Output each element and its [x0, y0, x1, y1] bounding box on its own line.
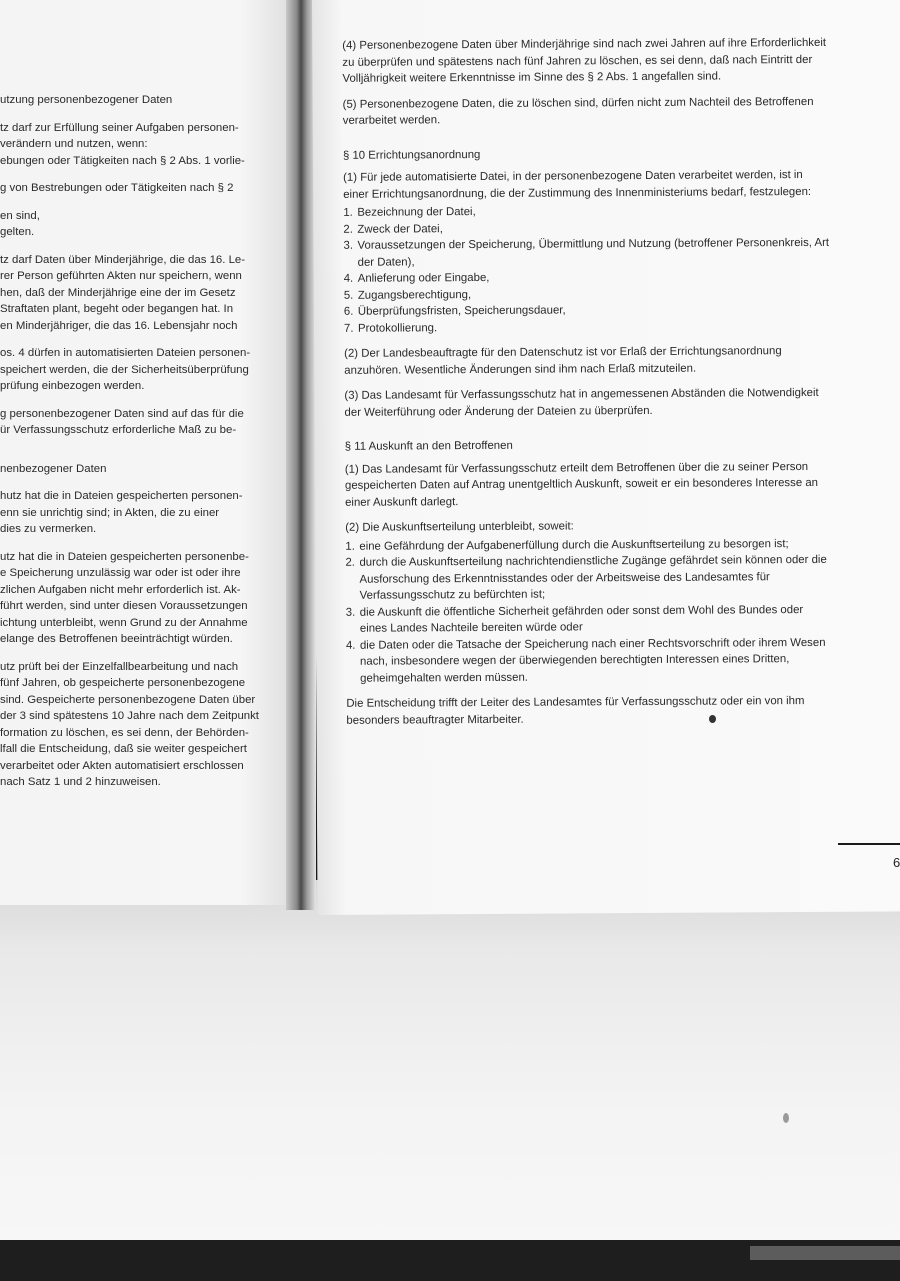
- left-page-line: lfall die Entscheidung, daß sie weiter gespeichert: [0, 743, 247, 755]
- left-page-line: nach Satz 1 und 2 hinzuweisen.: [0, 776, 161, 788]
- section-11-paragraph-1: (1) Das Landesamt für Verfassungsschutz erteilt dem Betroffenen über die zu seiner Person gespeicherten Daten auf Antrag unentgeltlich Auskunft, soweit er ein besonderes Interesse an einer Auskunft darlegt.: [344, 460, 819, 509]
- list-item-text: Überprüfungsfristen, Speicherungsdauer,: [357, 304, 566, 318]
- list-item-text: eine Gefährdung der Aufgabenerfüllung durch die Auskunftserteilung zu besorgen ist;: [359, 537, 789, 553]
- left-page-line: elange des Betroffenen beeinträchtigt würden.: [0, 633, 233, 645]
- section-11-list-item: [345, 552, 831, 604]
- list-item-number: 2.: [343, 223, 353, 236]
- left-page-line: dies zu vermerken.: [0, 523, 97, 535]
- line-gap: [0, 197, 300, 208]
- left-page-line: g personenbezogener Daten sind auf das für die: [0, 407, 244, 420]
- left-page-line: speichert werden, die der Sicherheitsüberprüfung: [0, 363, 249, 376]
- left-page-line: zlichen Aufgaben nicht mehr erforderlich ist. Ak-: [0, 583, 241, 596]
- list-item-text: Zugangsberechtigung,: [357, 288, 472, 302]
- section-11-list-item: [346, 601, 832, 637]
- right-page: [312, 0, 900, 915]
- left-page-line: en sind,: [0, 209, 40, 222]
- left-page-line: verändern und nutzen, wenn:: [0, 138, 148, 150]
- right-page-text: [342, 35, 832, 738]
- section-10-list-item: [344, 317, 830, 336]
- list-item-number: 3.: [345, 606, 356, 619]
- left-page-line: rer Person geführten Akten nur speichern, wenn: [0, 270, 242, 282]
- section-11-closing: Die Entscheidung trifft der Leiter des Landesamtes für Verfassungsschutz oder ein von ihm besonders beauftragter Mitarbeiter.: [346, 695, 805, 727]
- left-page-line: fünf Jahren, ob gespeicherte personenbezogene: [0, 677, 246, 689]
- left-page-line: os. 4 dürfen in automatisierten Dateien personen-: [0, 347, 251, 359]
- section-10-paragraph-2: (2) Der Landesbeauftragte für den Datenschutz ist vor Erlaß der Errichtungsanordnung anzuhören. Wesentliche Änderungen sind ihm nach Erlaß mitzuteilen.: [344, 345, 782, 377]
- list-item-number: 4.: [343, 272, 354, 285]
- left-page-line: führt werden, sind unter diesen Voraussetzungen: [0, 600, 248, 612]
- list-item-text: Zweck der Datei,: [357, 222, 443, 236]
- left-page-line: utz hat die in Dateien gespeicherten personenbe-: [0, 550, 249, 563]
- paragraph-5: (5) Personenbezogene Daten, die zu löschen sind, dürfen nicht zum Nachteil des Betroffenen verarbeitet werden.: [342, 95, 814, 127]
- line-gap: [0, 538, 300, 549]
- left-page-line: g von Bestrebungen oder Tätigkeiten nach § 2: [0, 182, 234, 194]
- left-page-line: utzung personenbezogener Daten: [0, 94, 173, 106]
- left-page-line: hen, daß der Minderjährige eine der im Gesetz: [0, 286, 236, 299]
- left-page-line: prüfung einbezogen werden.: [0, 380, 145, 392]
- background-paper: [0, 880, 900, 1240]
- left-page-line: utz prüft bei der Einzelfallbearbeitung und nach: [0, 660, 239, 673]
- list-item-number: 2.: [345, 556, 355, 569]
- list-item-text: Bezeichnung der Datei,: [357, 206, 476, 219]
- section-10-paragraph-1: (1) Für jede automatisierte Datei, in der personenbezogene Daten verarbeitet werden, ist in einer Errichtungsanordnung, die der Zustimmung des Innenministeriums bedarf, festzulegen:: [343, 169, 812, 201]
- footer-rule: [838, 843, 900, 845]
- section-11-list-item: [346, 634, 832, 686]
- section-11-heading: § 11 Auskunft an den Betroffenen: [344, 439, 513, 453]
- left-page-line: tz darf zur Erfüllung seiner Aufgaben personen-: [0, 121, 239, 134]
- paragraph-4: (4) Personenbezogene Daten über Minderjährige sind nach zwei Jahren auf ihre Erforderlichkeit zu überprüfen und spätestens nach fünf Jahren zu löschen, es sei denn, daß nach Eintritt der Volljährigkeit weitere Erkenntnisse im Sinne des § 2 Abs. 1 angefallen sind.: [342, 36, 827, 85]
- left-page-line: hutz hat die in Dateien gespeicherten personen-: [0, 490, 243, 502]
- list-item-text: die Auskunft die öffentliche Sicherheit gefährden oder sonst dem Wohl des Bundes oder eines Landes Nachteile bereiten würde oder: [359, 603, 804, 635]
- line-gap: [0, 439, 300, 450]
- line-gap: [0, 334, 300, 345]
- left-page-line: gelten.: [0, 226, 35, 238]
- left-page: [0, 0, 300, 905]
- line-gap: [0, 395, 300, 406]
- list-item-number: 1.: [343, 206, 353, 219]
- list-item-text: Protokollierung.: [357, 321, 438, 335]
- scan-bottom-strip: [750, 1246, 900, 1260]
- left-page-line: der 3 sind spätestens 10 Jahre nach dem Zeitpunkt: [0, 710, 259, 722]
- line-gap: [0, 477, 300, 488]
- left-page-line: e Speicherung unzulässig war oder ist oder ihre: [0, 567, 241, 579]
- line-gap: [0, 241, 300, 252]
- line-gap: [0, 450, 300, 461]
- line-gap: [0, 169, 300, 180]
- section-10-list-item: [343, 235, 829, 271]
- ink-speck: [709, 715, 716, 723]
- section-10-list: [343, 202, 830, 337]
- list-item-number: 7.: [343, 322, 354, 335]
- left-page-line: ebungen oder Tätigkeiten nach § 2 Abs. 1 vorlie-: [0, 154, 245, 167]
- book-gutter: [286, 0, 316, 910]
- section-11-list: [345, 535, 832, 686]
- list-item-text: durch die Auskunftserteilung nachrichtendienstliche Zugänge gefährdet sein können oder die Ausforschung des Erkenntnisstandes oder der Arbeitsweise des Landesamtes für Verfassungsschutz zu befürchten ist;: [359, 553, 827, 602]
- list-item-text: Voraussetzungen der Speicherung, Übermittlung und Nutzung (betroffener Personenkreis, Art der Daten),: [357, 236, 830, 269]
- left-page-line: en Minderjähriger, die das 16. Lebensjahr noch: [0, 319, 238, 332]
- section-11-paragraph-2: (2) Die Auskunftserteilung unterbleibt, soweit:: [345, 520, 574, 534]
- left-page-line: formation zu löschen, es sei denn, der Behörden-: [0, 726, 249, 739]
- left-page-line: nenbezogener Daten: [0, 462, 107, 475]
- paper-mark: [783, 1113, 789, 1123]
- left-page-line: enn sie unrichtig sind; in Akten, die zu einer: [0, 506, 220, 519]
- page-number: 6: [893, 855, 900, 870]
- left-page-line: ichtung unterbleibt, wenn Grund zu der Annahme: [0, 616, 248, 629]
- list-item-number: 6.: [343, 305, 354, 318]
- list-item-text: die Daten oder die Tatsache der Speicherung nach einer Rechtsvorschrift oder ihrem Wesen nach, insbesondere wegen der überwiegenden berechtigten Interessen eines Dritten, geheimgehalten werden müssen.: [359, 636, 826, 685]
- list-item-number: 4.: [345, 639, 356, 652]
- list-item-text: Anlieferung oder Eingabe,: [357, 271, 490, 285]
- left-page-line: verarbeitet oder Akten automatisiert erschlossen: [0, 759, 244, 772]
- left-page-line: ür Verfassungsschutz erforderliche Maß zu be-: [0, 424, 237, 436]
- line-gap: [0, 109, 300, 120]
- line-gap: [0, 648, 300, 659]
- list-item-number: 3.: [343, 239, 354, 252]
- left-page-line: Straftaten plant, begeht oder begangen hat. In: [0, 303, 234, 315]
- left-page-text: [0, 92, 300, 791]
- left-page-line: tz darf Daten über Minderjährige, die das 16. Le-: [0, 253, 246, 266]
- list-item-number: 1.: [345, 540, 355, 553]
- section-10-paragraph-3: (3) Das Landesamt für Verfassungsschutz hat in angemessenen Abständen die Notwendigkeit der Weiterführung oder Änderung der Dateien zu überprüfen.: [344, 386, 819, 419]
- left-page-line: sind. Gespeicherte personenbezogene Daten über: [0, 693, 256, 706]
- section-10-heading: § 10 Errichtungsanordnung: [342, 148, 481, 162]
- list-item-number: 5.: [343, 289, 354, 302]
